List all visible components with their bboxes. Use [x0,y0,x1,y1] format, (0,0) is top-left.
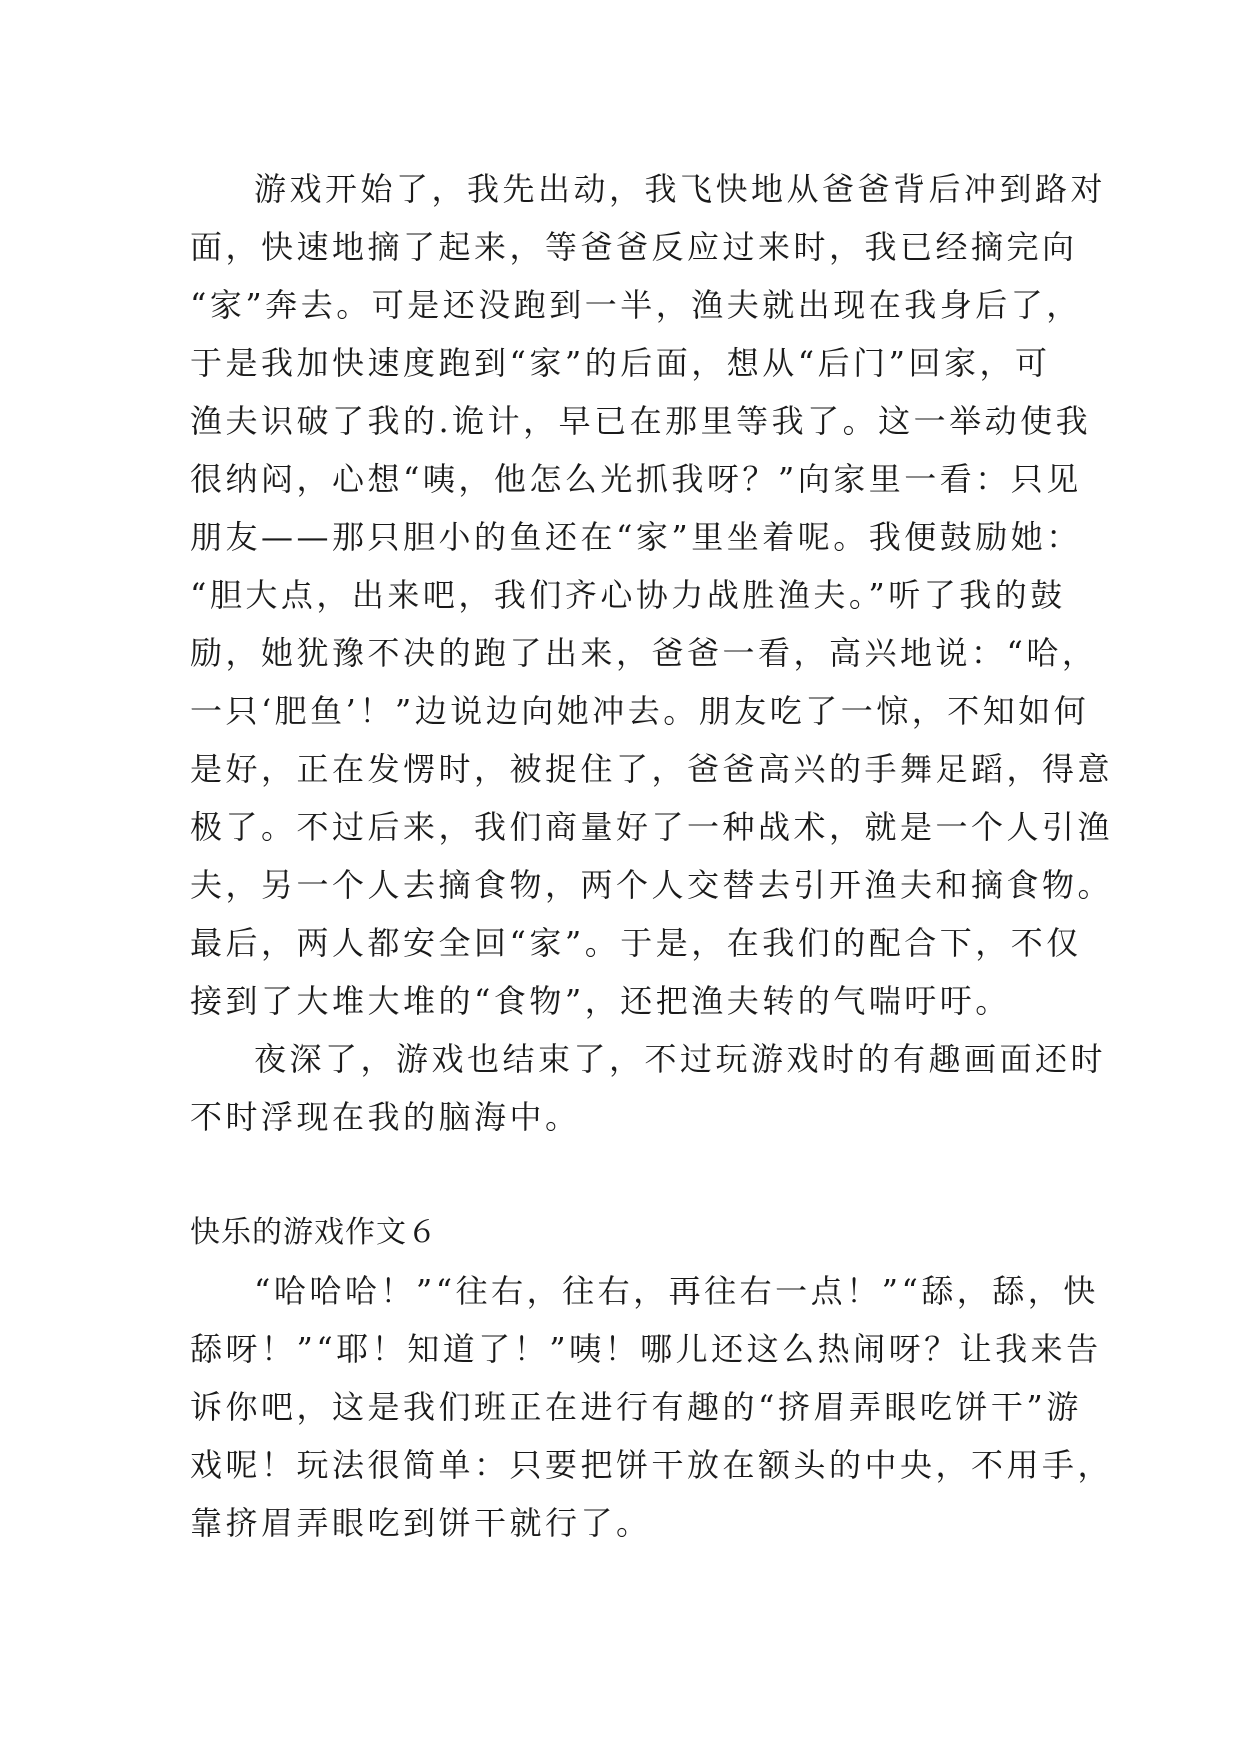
text-line: 舔呀！”“耶！知道了！”咦！哪儿还这么热闹呀？让我来告 [190,1330,1102,1368]
text-line: “哈哈哈！”“往右，往右，再往右一点！”“舔，舔，快 [254,1272,1099,1310]
text-line: 是好，正在发愣时，被捉住了，爸爸高兴的手舞足蹈，得意 [190,750,1114,788]
paragraph-3 [190,1262,1114,1552]
text-line: 渔夫识破了我的.诡计，早已在那里等我了。这一举动使我 [190,402,1092,440]
text-line: “胆大点，出来吧，我们齐心协力战胜渔夫。”听了我的鼓 [190,576,1066,614]
text-line: 极了。不过后来，我们商量好了一种战术，就是一个人引渔 [190,808,1114,846]
text-line: 面，快速地摘了起来，等爸爸反应过来时，我已经摘完向 [190,228,1078,266]
text-line: “家”奔去。可是还没跑到一半，渔夫就出现在我身后了， [190,286,1082,324]
text-line: 接到了大堆大堆的“食物”，还把渔夫转的气喘吁吁。 [190,982,1011,1020]
text-line: 一只‘肥鱼’！”边说边向她冲去。朋友吃了一惊，不知如何 [190,692,1090,730]
text-line: 夜深了，游戏也结束了，不过玩游戏时的有趣画面还时 [254,1040,1107,1078]
text-line: 最后，两人都安全回“家”。于是，在我们的配合下，不仅 [190,924,1082,962]
text-line: 游戏开始了，我先出动，我飞快地从爸爸背后冲到路对 [254,170,1107,208]
text-line: 诉你吧，这是我们班正在进行有趣的“挤眉弄眼吃饼干”游 [190,1388,1082,1426]
text-line: 靠挤眉弄眼吃到饼干就行了。 [190,1504,652,1542]
section-title: 快乐的游戏作文６ [190,1215,438,1250]
text-line: 于是我加快速度跑到“家”的后面，想从“后门”回家，可 [190,344,1051,382]
text-line: 不时浮现在我的脑海中。 [190,1098,581,1136]
text-line: 很纳闷，心想“咦，他怎么光抓我呀？”向家里一看：只见 [190,460,1082,498]
paragraph-1 [190,160,1114,1030]
text-line: 戏呢！玩法很简单：只要把饼干放在额头的中央，不用手， [190,1446,1114,1484]
paragraph-2 [190,1030,1107,1146]
text-line: 励，她犹豫不决的跑了出来，爸爸一看，高兴地说：“哈， [190,634,1098,672]
text-line: 夫，另一个人去摘食物，两个人交替去引开渔夫和摘食物。 [190,866,1114,904]
document-page [190,160,1114,1552]
text-line: 朋友——那只胆小的鱼还在“家”里坐着呢。我便鼓励她： [190,518,1082,556]
section-gap [190,1146,1070,1204]
